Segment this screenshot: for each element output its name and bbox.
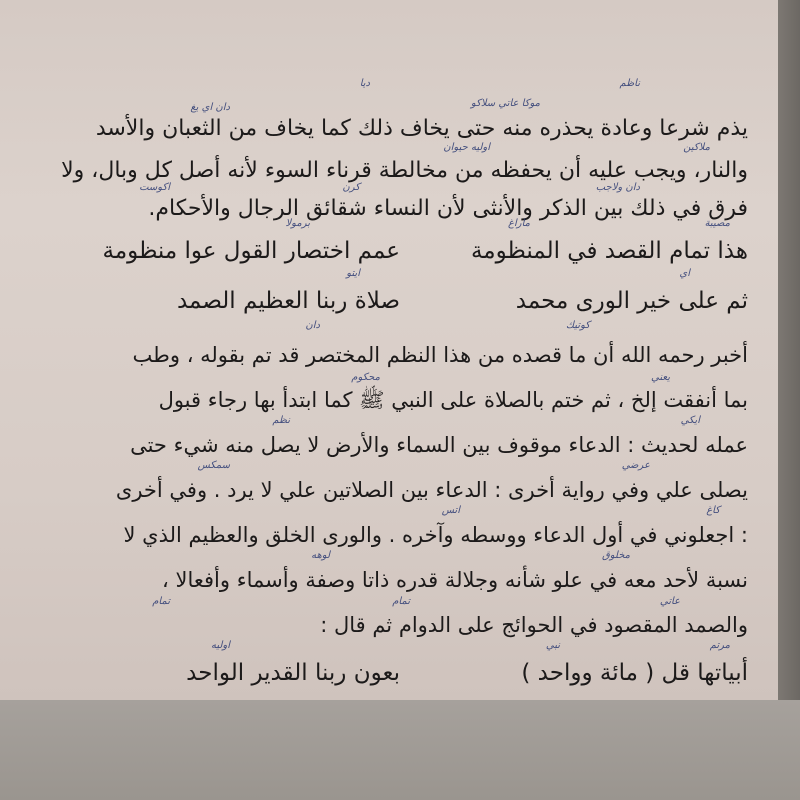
background-strip [778, 0, 800, 800]
gloss: برمولا [285, 218, 310, 229]
gloss: تمام [392, 596, 410, 607]
gloss: كاغ [706, 505, 720, 516]
commentary-line-6: نسبة لأحد معه في علو شأنه وجلالة قدره ذاتا وصفة وأسماء وأفعالا ، [162, 568, 748, 592]
body-line-2: والنار، ويجب عليه أن يحفظه من مخالطة قرناء السوء لأنه أصل كل وبال، ولا [61, 158, 748, 183]
gloss: اي [679, 268, 690, 279]
gloss: محكوم [351, 372, 380, 383]
gloss: ديا [359, 78, 370, 89]
gloss: ماراغ [508, 218, 530, 229]
body-line-3: فرق في ذلك بين الذكر والأنثى لأن النساء شقائق الرجال والأحكام. [148, 196, 748, 221]
gloss: ملاكين [683, 142, 710, 153]
gloss: ايكي [680, 415, 700, 426]
gloss: مخلوق [601, 550, 630, 561]
verse-2-right: ثم على خير الورى محمد [515, 288, 748, 314]
commentary-line-7: والصمد المقصود في الحوائج على الدوام ثم قال : [320, 613, 748, 637]
gloss: مرتم [709, 640, 730, 651]
gloss: عاتي [659, 596, 680, 607]
verse-1-left: عمم اختصار القول عوا منظومة [102, 238, 400, 264]
commentary-line-3: عمله لحديث : الدعاء موقوف بين السماء والأرض لا يصل منه شيء حتى [130, 433, 748, 457]
commentary-line-1: أخبر رحمه الله أن ما قصده من هذا النظم المختصر قد تم بقوله ، وطب [132, 343, 748, 367]
verse-2-left: صلاة ربنا العظيم الصمد [176, 288, 400, 314]
commentary-line-5: : اجعلوني في أول الدعاء ووسطه وآخره . والورى الخلق والعظيم الذي لا [123, 523, 748, 547]
verse-1-right: هذا تمام القصد في المنظومة [470, 238, 748, 264]
gloss: ناظم [619, 78, 640, 89]
gloss: اتس [441, 505, 460, 516]
gloss: يعني [651, 372, 670, 383]
gloss: سمكس [197, 460, 230, 471]
verse-3-left: بعون ربنا القدير الواحد [186, 660, 400, 686]
gloss: ايتو [346, 268, 360, 279]
gloss: عرضي [621, 460, 650, 471]
gloss: نبي [545, 640, 560, 651]
gloss: دان ولاجب [595, 182, 640, 193]
gloss: دان [305, 320, 320, 331]
gloss: كوتيك [565, 320, 590, 331]
gloss: اكوست [139, 182, 170, 193]
gloss: نظم [272, 415, 290, 426]
gloss: تمام [152, 596, 170, 607]
verse-3-right: أبياتها قل ( مائة وواحد ) [521, 660, 748, 686]
gloss: اوليه حيوان [443, 142, 490, 153]
gloss: اوليه [210, 640, 230, 651]
gloss: مصيبة [704, 218, 730, 229]
gloss: لوهه [311, 550, 330, 561]
commentary-line-2: بما أنفقت إلخ ، ثم ختم بالصلاة على النبي ﷺ كما ابتدأ بها رجاء قبول [158, 388, 748, 412]
gloss: كرن [342, 182, 360, 193]
gloss: دان اي يغ [190, 102, 230, 113]
commentary-line-4: يصلى علي وفي رواية أخرى : الدعاء بين الصلاتين علي لا يرد . وفي أخرى [115, 478, 748, 502]
gloss: موكا عاتي سلاكو [470, 98, 540, 109]
table-surface [0, 700, 800, 800]
body-line-1: يذم شرعا وعادة يحذره منه حتى يخاف ذلك كما يخاف من الثعبان والأسد [95, 116, 748, 141]
